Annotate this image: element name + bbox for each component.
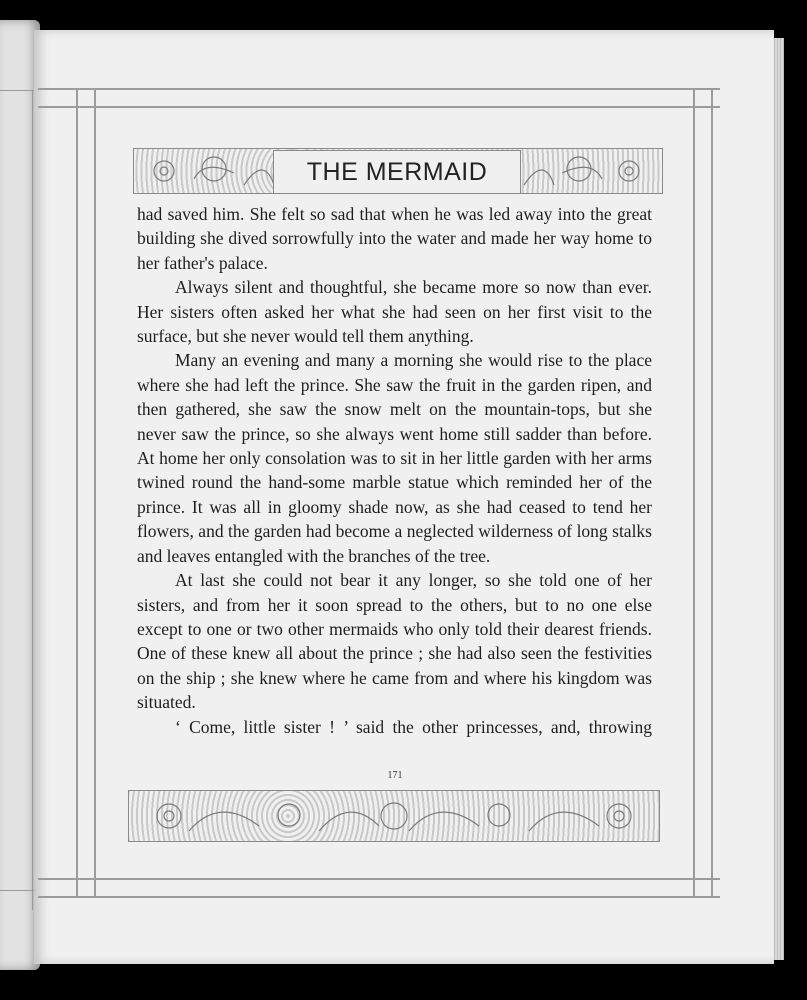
page-number: 171	[387, 770, 403, 781]
running-title: THE MERMAID	[306, 157, 488, 186]
paragraph: Always silent and thoughtful, she became more so now than ever. Her sisters often asked her what she had seen on her first visit to the surface, but she never would tell them anything.	[137, 277, 652, 347]
border-rule-right-inner	[693, 88, 695, 896]
left-page-border	[8, 90, 33, 910]
left-page-rule-bottom	[0, 890, 34, 891]
footer-ornament	[128, 790, 660, 842]
border-rule-left-outer	[76, 88, 78, 896]
border-rule-bottom-outer	[38, 896, 720, 898]
paragraph: At last she could not bear it any longer, so she told one of her sisters, and from her it soon spread to the others, but to no one else except to one or two other mermaids who only told their dearest friends. One of these knew all about the prince ; she had also seen the festivities on the ship ; she knew where he came from and where his kingdom was situated.	[137, 570, 652, 713]
border-rule-top-inner	[38, 106, 720, 108]
left-page-rule-top	[0, 90, 34, 91]
border-rule-bottom-inner	[38, 878, 720, 880]
paragraph: Many an evening and many a morning she would rise to the place where she had left the prince. She saw the fruit in the garden ripen, and then gathered, she saw the snow melt on the mountain-tops, but she never saw the prince, so she always went home still sadder than before. At home her only consolation was to sit in her little garden with her arms twined round the hand-some marble statue which reminded her of the prince. It was all in gloomy shade now, as she had ceased to tend her flowers, and the garden had become a neglected wilderness of long stalks and leaves entangled with the branches of the tree.	[137, 350, 652, 566]
border-rule-right-outer	[711, 88, 713, 896]
running-title-box	[273, 150, 521, 194]
floral-scroll-icon	[129, 791, 659, 841]
body-text	[137, 202, 652, 739]
paragraph: ‘ Come, little sister ! ’ said the other princesses, and, throwing	[175, 716, 652, 737]
border-rule-top-outer	[38, 88, 720, 90]
border-rule-left-inner	[94, 88, 96, 896]
paragraph: had saved him. She felt so sad that when he was led away into the great building she dived sorrowfully into the water and made her way home to her father's palace.	[137, 204, 652, 273]
